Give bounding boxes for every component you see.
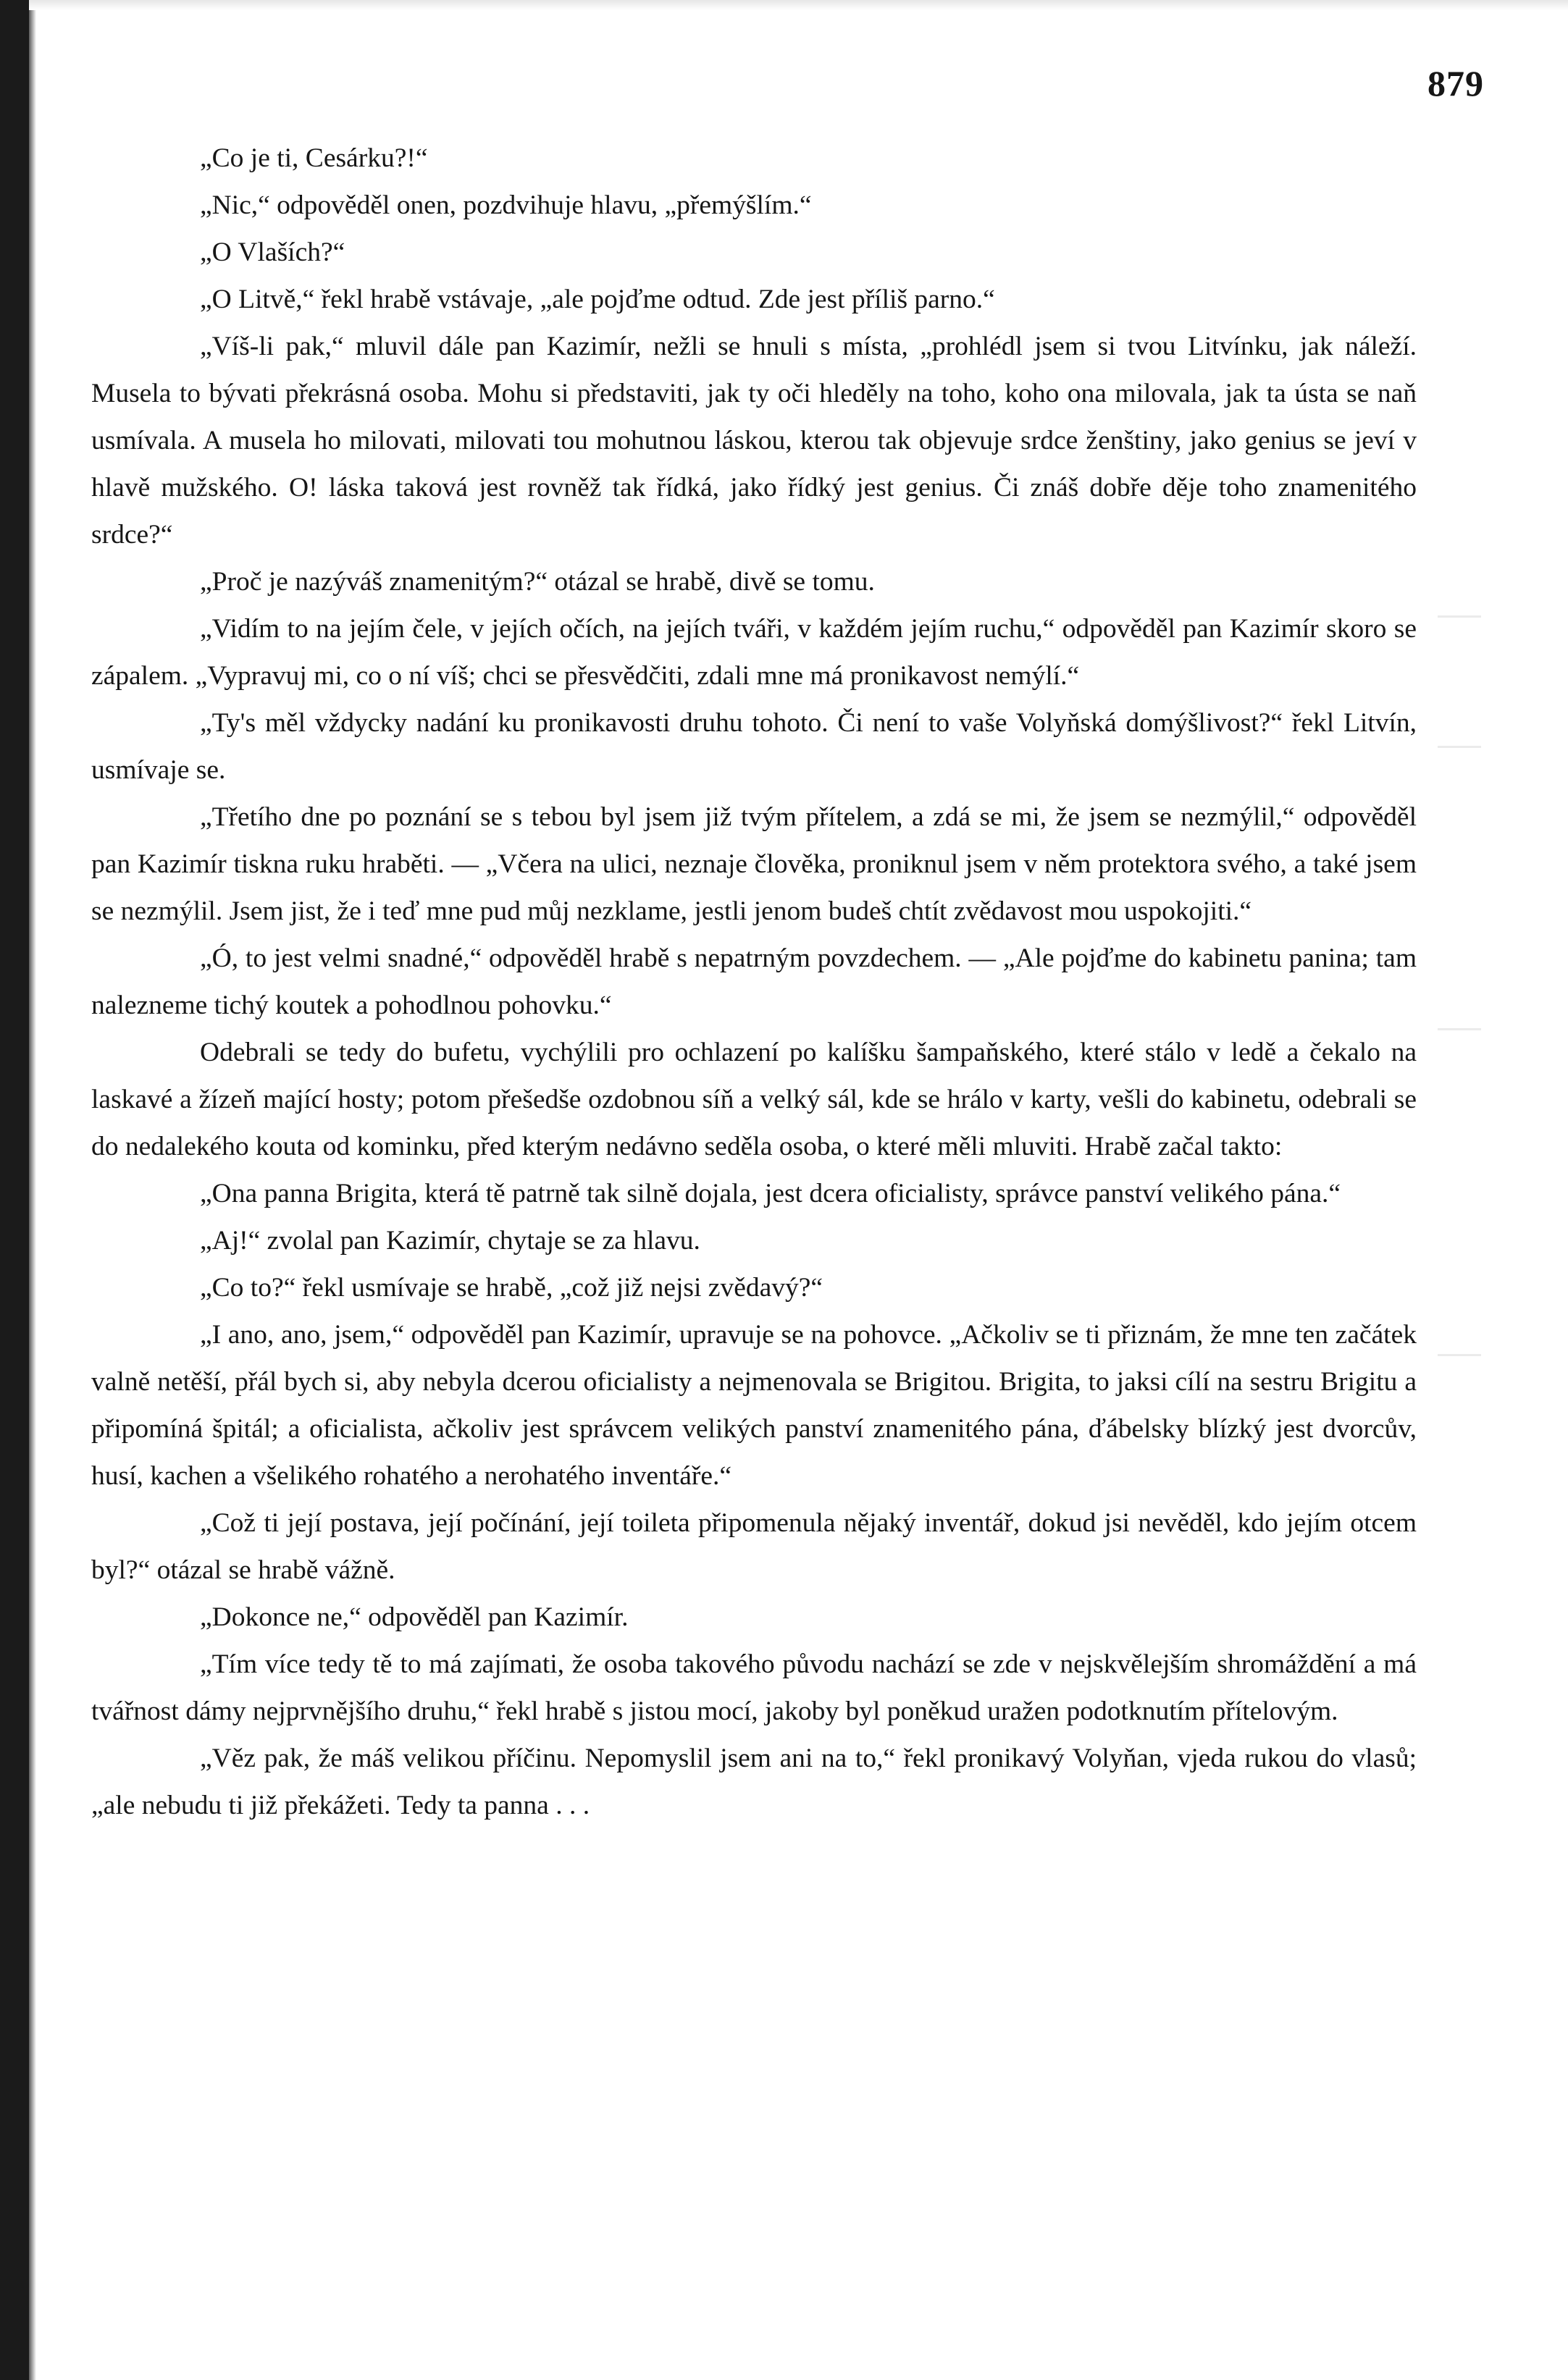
body-text [91,135,1417,1829]
paragraph: „Co to?“ řekl usmívaje se hrabě, „což již nejsi zvědavý?“ [200,1273,823,1303]
paragraph: „Co je ti, Cesárku?!“ [200,143,428,173]
paragraph: „Ty's měl vždycky nadání ku pronikavosti druhu tohoto. Či není to vaše Volyňská domýšlivost?“ řekl Litvín, usmívaje se. [91,708,1417,785]
paragraph: „Věz pak, že máš velikou příčinu. Nepomyslil jsem ani na to,“ řekl pronikavý Volyňan, vjeda rukou do vlasů; „ale nebudu ti již překážeti. Tedy ta panna . . . [91,1744,1417,1820]
paragraph: „Ona panna Brigita, která tě patrně tak silně dojala, jest dcera oficialisty, správce panství velikého pána.“ [200,1179,1341,1208]
paragraph: „Aj!“ zvolal pan Kazimír, chytaje se za hlavu. [200,1226,700,1256]
paragraph: „O Vlaších?“ [200,237,345,267]
paragraph: „Víš-li pak,“ mluvil dále pan Kazimír, nežli se hnuli s místa, „prohlédl jsem si tvou Litvínku, jak náleží. Musela to bývati překrásná osoba. Mohu si představiti, jak ty oči hleděly na toho, koho ona milovala, jak ta ústa se naň usmívala. A musela ho milovati, milovati tou mohutnou láskou, kterou tak objevuje srdce ženštiny, jako genius se jeví v hlavě mužského. O! láska taková jest rovněž tak řídká, jako řídký jest genius. Či znáš dobře děje toho znamenitého srdce?“ [91,332,1417,550]
paragraph: „Což ti její postava, její počínání, její toileta připomenula nějaký inventář, dokud jsi nevěděl, kdo jejím otcem byl?“ otázal se hrabě vážně. [91,1508,1417,1585]
paragraph: „Nic,“ odpověděl onen, pozdvihuje hlavu, „přemýšlím.“ [200,190,812,220]
page-number: 879 [1427,63,1484,104]
paragraph: „Vidím to na jejím čele, v jejích očích, na jejích tváři, v každém jejím ruchu,“ odpověděl pan Kazimír skoro se zápalem. „Vypravuj mi, co o ní víš; chci se přesvědčiti, zdali mne má pronikavost nemýlí.“ [91,614,1417,691]
paragraph: „Proč je nazýváš znamenitým?“ otázal se hrabě, divě se tomu. [200,567,875,597]
bleed-through-mark [1438,746,1481,748]
bleed-through-mark [1438,1354,1481,1356]
paragraph: „Dokonce ne,“ odpověděl pan Kazimír. [200,1602,629,1632]
paragraph: „Třetího dne po poznání se s tebou byl jsem již tvým přítelem, a zdá se mi, že jsem se nezmýlil,“ odpověděl pan Kazimír tiskna ruku hraběti. — „Včera na ulici, neznaje člověka, proniknul jsem v něm protektora svého, a také jsem se nezmýlil. Jsem jist, že i teď mne pud můj nezklame, jestli jenom budeš chtít zvědavost mou uspokojiti.“ [91,802,1417,926]
scan-edge-shadow [29,0,36,2380]
scan-edge-dark [0,0,29,2380]
paragraph: „Ó, to jest velmi snadné,“ odpověděl hrabě s nepatrným povzdechem. — „Ale pojďme do kabinetu panina; tam nalezneme tichý koutek a pohodlnou pohovku.“ [91,943,1417,1020]
paragraph: „O Litvě,“ řekl hrabě vstávaje, „ale pojďme odtud. Zde jest příliš parno.“ [200,285,995,314]
bleed-through-marks [1438,594,1496,1535]
paragraph: „I ano, ano, jsem,“ odpověděl pan Kazimír, upravuje se na pohovce. „Ačkoliv se ti přiznám, že mne ten začátek valně netěší, přál bych si, aby nebyla dcerou oficialisty a nejmenovala se Brigitou. Brigita, to jaksi cílí na sestru Brigitu a připomíná špitál; a oficialista, ačkoliv jest správcem velikých panství znamenitého pána, ďábelsky blízký jest dvorcův, husí, kachen a všelikého rohatého a nerohatého inventáře.“ [91,1320,1417,1491]
paragraph: „Tím více tedy tě to má zajímati, že osoba takového původu nachází se zde v nejskvělejším shromáždění a má tvářnost dámy nejprvnějšího druhu,“ řekl hrabě s jistou mocí, jakoby byl poněkud uražen podotknutím přítelovým. [91,1649,1417,1726]
scan-edge-top [29,0,1568,10]
bleed-through-mark [1438,615,1481,618]
bleed-through-mark [1438,1028,1481,1030]
paragraph: Odebrali se tedy do bufetu, vychýlili pro ochlazení po kalíšku šampaňského, které stálo v ledě a čekalo na laskavé a žízeň mající hosty; potom přešedše ozdobnou síň a velký sál, kde se hrálo v karty, vešli do kabinetu, odebrali se do nedalekého kouta od kominku, před kterým nedávno seděla osoba, o které měli mluviti. Hrabě začal takto: [91,1038,1417,1161]
